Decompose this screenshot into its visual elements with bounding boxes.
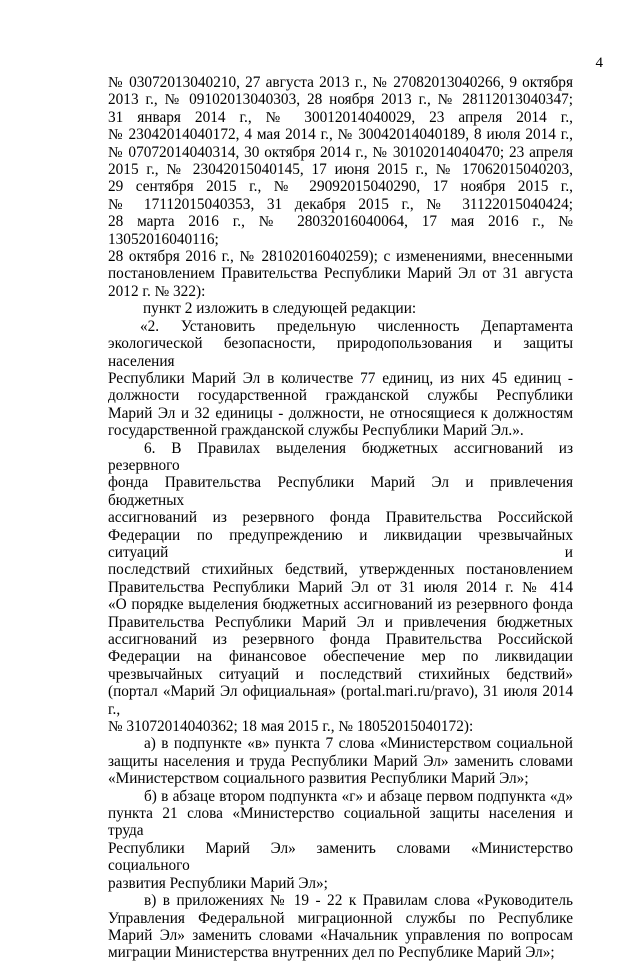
text-line: «О порядке выделения бюджетных ассигнований из резервного фонда <box>108 596 573 614</box>
text-line: 2012 г. № 322): <box>108 282 206 300</box>
text-line: Федерации на финансовое обеспечение мер по ликвидации <box>108 648 573 666</box>
text-line: Правительства Республики Марий Эл и привлечения бюджетных <box>108 613 573 631</box>
text-line: 2013 г., № 09102013040303, 28 ноября 2013 г., № 28112013040347; <box>108 91 573 109</box>
text-line: «Министерством социального развития Республики Марий Эл»; <box>108 770 529 788</box>
text-line: Марий Эл» заменить словами «Начальник управления по вопросам <box>108 926 573 944</box>
reference-paragraph <box>108 74 573 300</box>
text-line: ассигнований из резервного фонда Правительства Российской <box>108 631 573 648</box>
text-line: 31 января 2014 г., № 30012014040029, 23 апреля 2014 г., <box>108 108 573 126</box>
text-line: б) в абзаце втором подпункта «г» и абзаце первом подпункта «д» <box>144 787 573 805</box>
text-line: 2015 г., № 23042015040145, 17 июня 2015 г., № 17062015040203, <box>108 161 573 179</box>
text-line: 28 октября 2016 г., № 28102016040259); с изменениями, внесенными <box>108 248 573 266</box>
quoted-item-paragraph <box>108 318 573 440</box>
text-line: (портал «Марий Эл официальная» (portal.mari.ru/pravo), 31 июля 2014 г., <box>108 683 573 718</box>
text-line: чрезвычайных ситуаций и последствий стихийных бедствий» <box>108 665 573 683</box>
text-line: экологической безопасности, природопользования и защиты населения <box>108 335 573 370</box>
text-line: развития Республики Марий Эл»; <box>108 874 328 892</box>
text-line: № 31072014040362; 18 мая 2015 г., № 18052015040172): <box>108 718 474 736</box>
text-line: 6. В Правилах выделения бюджетных ассигнований из резервного <box>108 439 573 474</box>
text-line: ассигнований из резервного фонда Правительства Российской <box>108 509 573 527</box>
text-line: а) в подпункте «в» пункта 7 слова «Министерством социальной <box>144 735 573 753</box>
text-line: Управления Федеральной миграционной службы по Республике <box>108 909 573 927</box>
item-6-paragraph <box>108 440 573 736</box>
text-line: 28 марта 2016 г., № 28032016040064, 17 мая 2016 г., № 13052016040116; <box>108 213 573 248</box>
text-line: Марий Эл и 32 единицы - должности, не относящиеся к должностям <box>108 404 573 422</box>
text-line: в) в приложениях № 19 - 22 к Правилам слова «Руководитель <box>144 892 573 910</box>
text-line: Федерации по предупреждению и ликвидации чрезвычайных ситуаций и <box>108 526 573 561</box>
text-line: государственной гражданской службы Республики Марий Эл.». <box>108 422 524 440</box>
text-line: № 17112015040353, 31 декабря 2015 г., № 31122015040424; <box>108 195 573 213</box>
text-line: защиты населения и труда Республики Марий Эл» заменить словами <box>108 752 573 770</box>
subitem-v-paragraph <box>108 892 573 962</box>
text-line: № 03072013040210, 27 августа 2013 г., № 27082013040266, 9 октября <box>108 74 573 91</box>
text-line: «2. Установить предельную численность Департамента <box>140 317 573 335</box>
text-line: последствий стихийных бедствий, утвержденных постановлением <box>108 561 573 579</box>
page-number: 4 <box>595 55 603 71</box>
text-line: пункта 21 слова «Министерство социальной защиты населения и труда <box>108 805 573 840</box>
text-line: № 23042014040172, 4 мая 2014 г., № 30042014040189, 8 июля 2014 г., <box>108 126 573 144</box>
document-body <box>108 74 573 962</box>
text-line: должности государственной гражданской службы Республики <box>108 387 573 405</box>
text-line: пункт 2 изложить в следующей редакции: <box>143 300 417 318</box>
text-line: Республики Марий Эл» заменить словами «Министерство социального <box>108 839 573 875</box>
subitem-a-paragraph <box>108 735 573 787</box>
text-line: Республики Марий Эл в количестве 77 единиц, из них 45 единиц - <box>108 369 573 387</box>
subitem-b-paragraph <box>108 788 573 892</box>
text-line: фонда Правительства Республики Марий Эл и привлечения бюджетных <box>108 474 573 509</box>
text-line: миграции Министерства внутренних дел по Республике Марий Эл»; <box>108 944 555 962</box>
text-line: Правительства Республики Марий Эл от 31 июля 2014 г. № 414 <box>108 578 573 596</box>
text-line: № 07072014040314, 30 октября 2014 г., № 30102014040470; 23 апреля <box>108 143 573 161</box>
text-line: 29 сентября 2015 г., № 29092015040290, 17 ноября 2015 г., <box>108 178 573 196</box>
text-line: постановлением Правительства Республики Марий Эл от 31 августа <box>108 265 573 283</box>
